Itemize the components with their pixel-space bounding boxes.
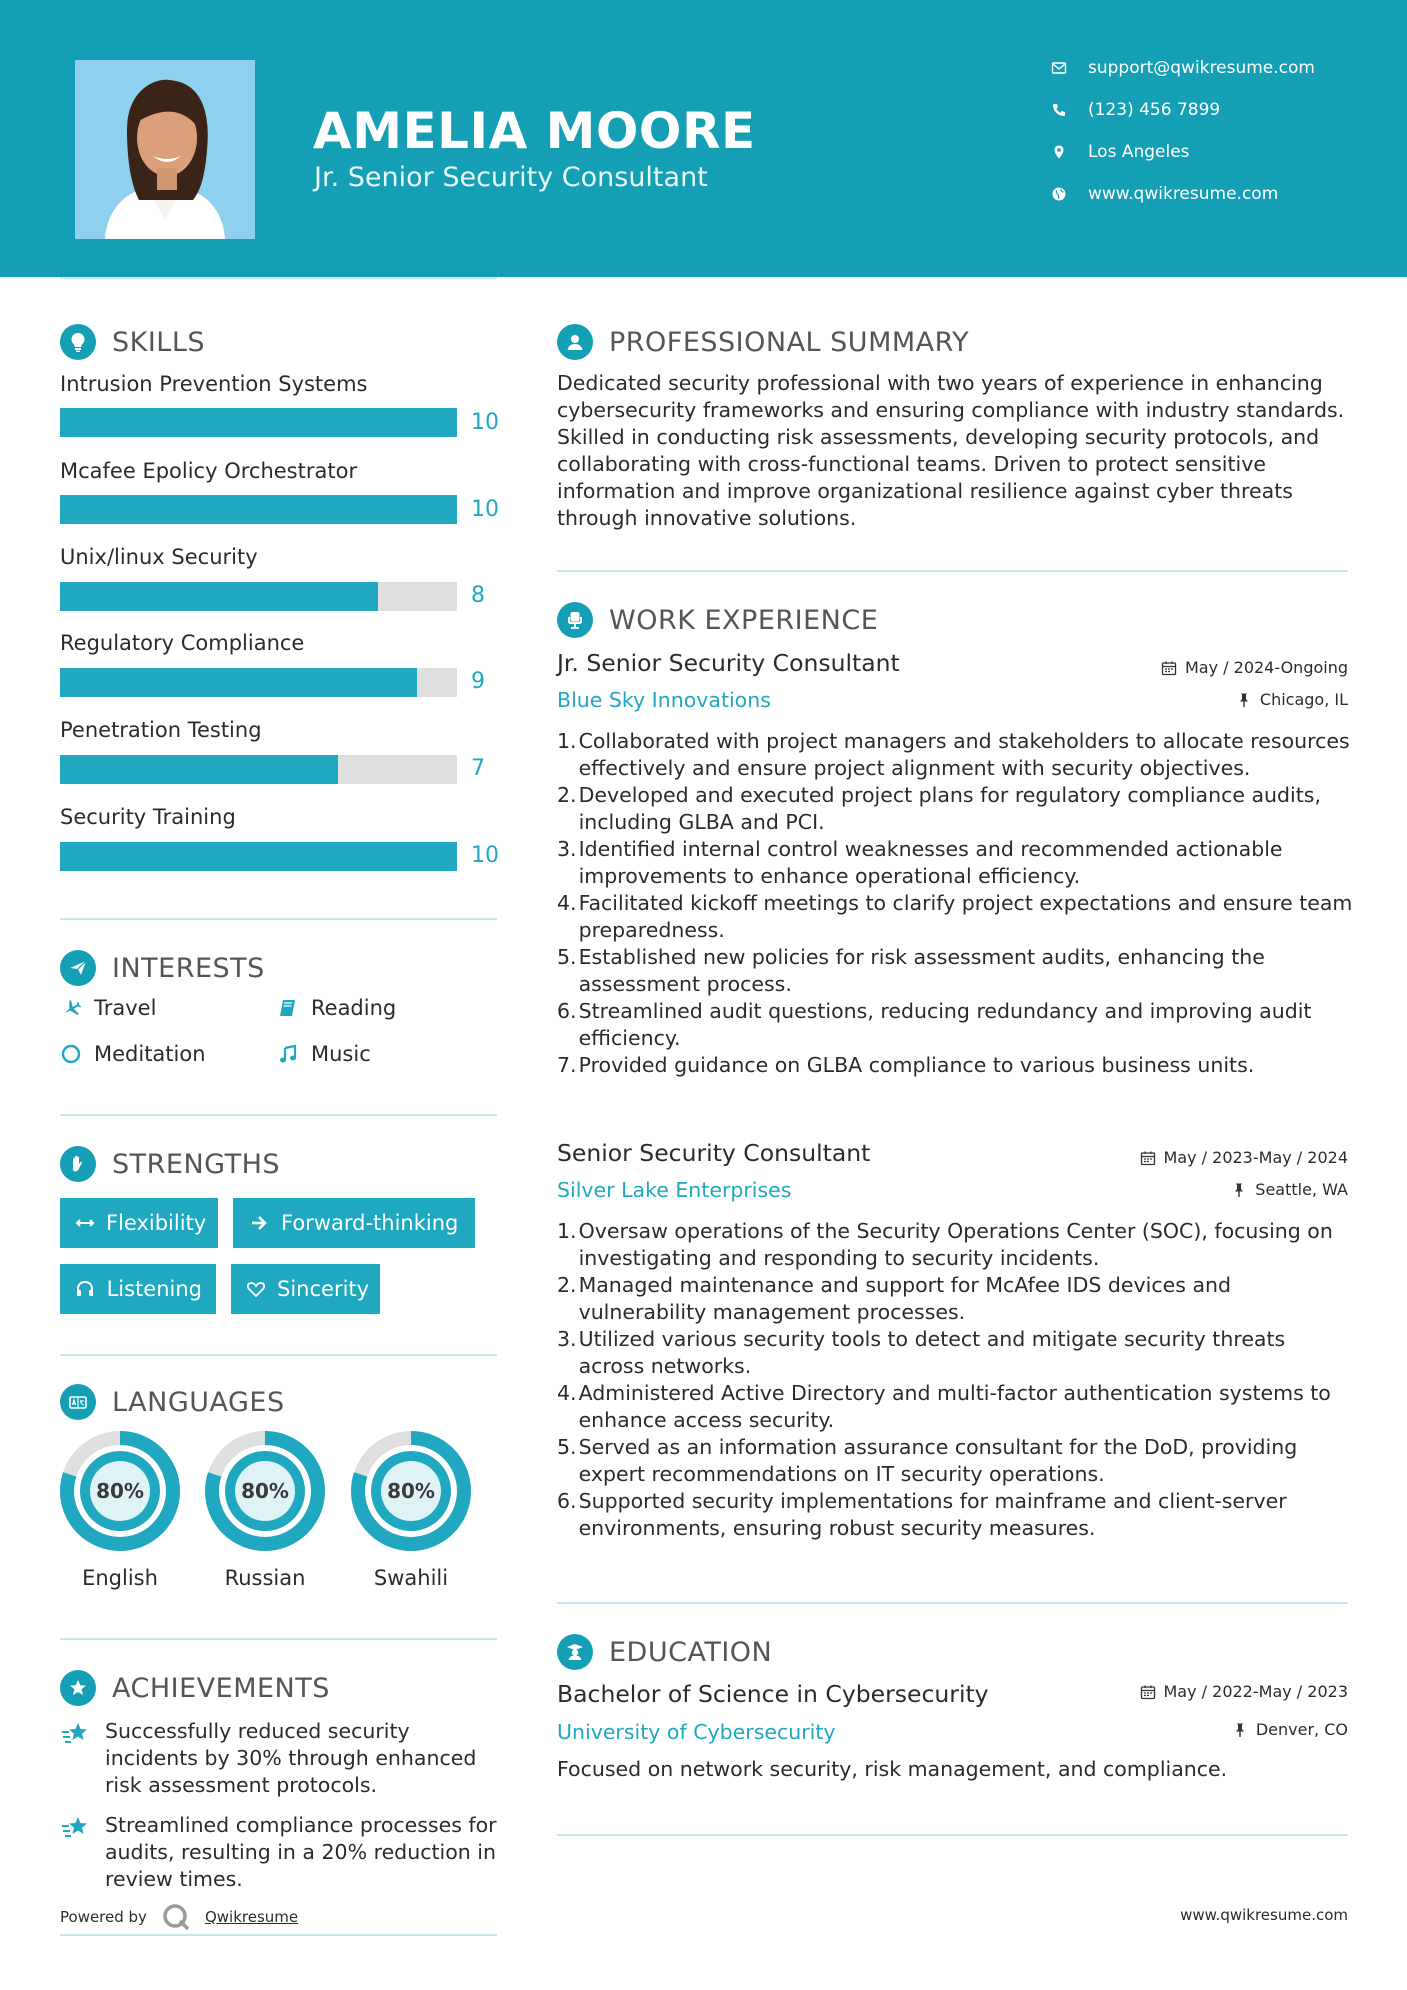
arrows-horizontal-icon (74, 1211, 96, 1235)
job-location-text: Chicago, IL (1259, 690, 1348, 709)
calendar-icon (1140, 1150, 1156, 1166)
portrait-image (75, 60, 255, 239)
language-icon (60, 1384, 96, 1420)
skill-bar-fill (60, 495, 457, 524)
skill-bar-fill (60, 408, 457, 437)
languages-heading (60, 1384, 285, 1420)
language-percent: 80% (241, 1479, 289, 1503)
circle-icon (60, 1043, 82, 1065)
skill-value: 10 (471, 497, 499, 522)
job-bullet-list (557, 1218, 1353, 1542)
interest-label: Travel (94, 996, 157, 1020)
headphones-icon (74, 1277, 97, 1301)
language-name: Russian (224, 1566, 306, 1590)
divider (60, 277, 497, 279)
strength-tag (233, 1198, 475, 1248)
divider (557, 570, 1348, 572)
language-item (350, 1430, 472, 1590)
chair-icon (557, 602, 593, 638)
summary-text: Dedicated security professional with two years of experience in enhancing cybersecurity frameworks and ensuring compliance with industry standards. Skilled in conducting risk assessments, developing security protocols, and collaborating with cross-functional teams. Driven to protect sensitive information and improve organizational resilience against cyber threats through innovative solutions. (557, 371, 1345, 530)
divider (60, 1934, 497, 1936)
language-ring (350, 1430, 472, 1552)
skill-value: 7 (471, 756, 485, 781)
education-dates-text: May / 2022-May / 2023 (1163, 1682, 1348, 1701)
divider (60, 1638, 497, 1640)
list-item: 2. Developed and executed project plans for regulatory compliance audits, including GLBA and PCI. (557, 783, 1321, 834)
school-name: University of Cybersecurity (557, 1720, 836, 1744)
header-banner (0, 0, 1407, 277)
candidate-role: Jr. Senior Security Consultant (314, 162, 708, 193)
job-location-text: Seattle, WA (1255, 1180, 1348, 1199)
powered-by-label: Powered by (60, 1908, 147, 1926)
map-pin-icon (1050, 143, 1068, 161)
education-heading (557, 1634, 772, 1670)
strength-tag (60, 1198, 218, 1248)
hand-icon (60, 1146, 96, 1182)
achievement-item (60, 1718, 500, 1799)
language-ring (204, 1430, 326, 1552)
skill-name: Security Training (60, 805, 236, 829)
contact-website-text: www.qwikresume.com (1088, 184, 1279, 204)
job-title: Senior Security Consultant (557, 1139, 871, 1167)
powered-by-link[interactable]: Qwikresume (204, 1908, 299, 1926)
achievement-item (60, 1812, 500, 1893)
job-dates (1140, 1148, 1349, 1167)
skills-title: SKILLS (112, 326, 206, 358)
phone-icon (1050, 101, 1068, 119)
list-item: 1. Oversaw operations of the Security Operations Center (SOC), focusing on investigating and responding to security incidents. (557, 1219, 1333, 1270)
strength-label: Sincerity (277, 1277, 370, 1301)
skill-bar (60, 408, 457, 437)
skill-name: Unix/linux Security (60, 545, 258, 569)
lightbulb-icon (60, 324, 96, 360)
skill-value: 10 (471, 410, 499, 435)
achievements-title: ACHIEVEMENTS (112, 1672, 330, 1704)
job-dates-text: May / 2023-May / 2024 (1163, 1148, 1348, 1167)
music-note-icon (277, 1043, 299, 1065)
interest-item (277, 996, 396, 1020)
skill-bar (60, 842, 457, 871)
skill-name: Penetration Testing (60, 718, 262, 742)
skill-value: 10 (471, 843, 499, 868)
pushpin-icon (1232, 1722, 1248, 1738)
shooting-star-icon (60, 1720, 90, 1799)
graduate-icon (557, 1634, 593, 1670)
contact-phone[interactable] (1050, 100, 1220, 120)
skill-bar-fill (60, 842, 457, 871)
footer-url[interactable]: www.qwikresume.com (1180, 1906, 1348, 1924)
summary-title: PROFESSIONAL SUMMARY (609, 326, 970, 358)
paper-plane-icon (60, 950, 96, 986)
strength-label: Forward-thinking (281, 1211, 459, 1235)
star-badge-icon (60, 1670, 96, 1706)
job-dates-text: May / 2024-Ongoing (1185, 658, 1348, 677)
interest-label: Music (311, 1042, 371, 1066)
language-percent: 80% (96, 1479, 144, 1503)
list-item: 6. Supported security implementations for mainframe and client-server environments, ensuring robust security measures. (557, 1489, 1287, 1540)
skill-bar-fill (60, 668, 417, 697)
job-title: Jr. Senior Security Consultant (557, 649, 900, 677)
experience-title: WORK EXPERIENCE (609, 604, 879, 636)
interest-label: Reading (311, 996, 397, 1020)
book-icon (277, 997, 299, 1019)
language-name: Swahili (373, 1566, 449, 1590)
list-item: 2. Managed maintenance and support for McAfee IDS devices and vulnerability management processes. (557, 1273, 1232, 1324)
envelope-icon (1050, 59, 1068, 77)
language-name: English (82, 1566, 158, 1590)
job-location (1236, 690, 1348, 709)
list-item: 5. Established new policies for risk assessment audits, enhancing the assessment process. (557, 945, 1265, 996)
skill-name: Regulatory Compliance (60, 631, 305, 655)
plane-icon (60, 997, 82, 1019)
arrow-right-icon (247, 1211, 271, 1235)
divider (557, 1602, 1348, 1604)
candidate-name: AMELIA MOORE (313, 102, 756, 160)
education-dates (1140, 1682, 1349, 1701)
education-title: EDUCATION (609, 1636, 773, 1668)
interests-title: INTERESTS (112, 952, 265, 984)
divider (60, 1354, 497, 1356)
interest-item (60, 1042, 206, 1066)
education-text: Focused on network security, risk management, and compliance. (557, 1757, 1228, 1781)
list-item: 1. Collaborated with project managers and stakeholders to allocate resources effectively and ensure project alignment with security objectives. (557, 729, 1350, 780)
globe-icon (1050, 185, 1068, 203)
interest-item (60, 996, 156, 1020)
skill-bar (60, 495, 457, 524)
interests-heading (60, 950, 265, 986)
pushpin-icon (1236, 692, 1252, 708)
job-bullet-list (557, 728, 1353, 1079)
divider (60, 918, 497, 920)
contact-location-text: Los Angeles (1088, 142, 1190, 162)
summary-heading (557, 324, 969, 360)
company-name: Blue Sky Innovations (557, 688, 771, 712)
contact-website[interactable] (1050, 184, 1278, 204)
profile-photo (75, 60, 255, 239)
achievement-text: Successfully reduced security incidents by 30% through enhanced risk assessment protocols. (105, 1719, 477, 1797)
contact-email-text: support@qwikresume.com (1088, 58, 1315, 78)
contact-email[interactable] (1050, 58, 1315, 78)
interest-label: Meditation (94, 1042, 206, 1066)
achievement-text: Streamlined compliance processes for audits, resulting in a 20% reduction in review times. (105, 1813, 497, 1891)
pushpin-icon (1231, 1182, 1247, 1198)
strength-label: Flexibility (106, 1211, 207, 1235)
language-item (204, 1430, 326, 1590)
skills-heading (60, 324, 205, 360)
strengths-title: STRENGTHS (112, 1148, 281, 1180)
skill-bar (60, 755, 457, 784)
heart-icon (245, 1277, 267, 1301)
user-icon (557, 324, 593, 360)
qwikresume-logo-icon (161, 1902, 191, 1932)
list-item: 4. Facilitated kickoff meetings to clarify project expectations and ensure team preparedness. (557, 891, 1353, 942)
education-location-text: Denver, CO (1255, 1720, 1348, 1739)
list-item: 4. Administered Active Directory and multi-factor authentication systems to enhance access security. (557, 1381, 1331, 1432)
experience-heading (557, 602, 878, 638)
calendar-icon (1140, 1684, 1156, 1700)
degree-title: Bachelor of Science in Cybersecurity (557, 1680, 989, 1708)
list-item: 6. Streamlined audit questions, reducing redundancy and improving audit efficiency. (557, 999, 1312, 1050)
achievements-heading (60, 1670, 330, 1706)
skill-value: 9 (471, 669, 485, 694)
list-item: 3. Utilized various security tools to detect and mitigate security threats across networks. (557, 1327, 1286, 1378)
skill-bar (60, 582, 457, 611)
language-percent: 80% (387, 1479, 435, 1503)
language-item (59, 1430, 181, 1590)
strength-label: Listening (106, 1277, 202, 1301)
skill-name: Intrusion Prevention Systems (60, 372, 368, 396)
list-item: 7. Provided guidance on GLBA compliance to various business units. (557, 1053, 1255, 1077)
strength-tag (60, 1264, 216, 1314)
skill-name: Mcafee Epolicy Orchestrator (60, 459, 358, 483)
contact-phone-text: (123) 456 7899 (1088, 100, 1221, 120)
company-name: Silver Lake Enterprises (557, 1178, 792, 1202)
job-location (1231, 1180, 1348, 1199)
skill-bar-fill (60, 582, 378, 611)
job-dates (1161, 658, 1348, 677)
calendar-icon (1161, 660, 1177, 676)
strength-tag (231, 1264, 380, 1314)
list-item: 5. Served as an information assurance consultant for the DoD, providing expert recommendations on IT security operations. (557, 1435, 1298, 1486)
skill-bar (60, 668, 457, 697)
education-location (1232, 1720, 1348, 1739)
shooting-star-icon (60, 1814, 90, 1893)
skill-value: 8 (471, 583, 485, 608)
contact-location (1050, 142, 1190, 162)
strengths-heading (60, 1146, 280, 1182)
language-ring (59, 1430, 181, 1552)
list-item: 3. Identified internal control weaknesses and recommended actionable improvements to enhance operational efficiency. (557, 837, 1283, 888)
powered-by (60, 1902, 298, 1932)
divider (60, 1114, 497, 1116)
languages-title: LANGUAGES (112, 1386, 285, 1418)
divider (557, 1834, 1348, 1836)
skill-bar-fill (60, 755, 338, 784)
interest-item (277, 1042, 371, 1066)
